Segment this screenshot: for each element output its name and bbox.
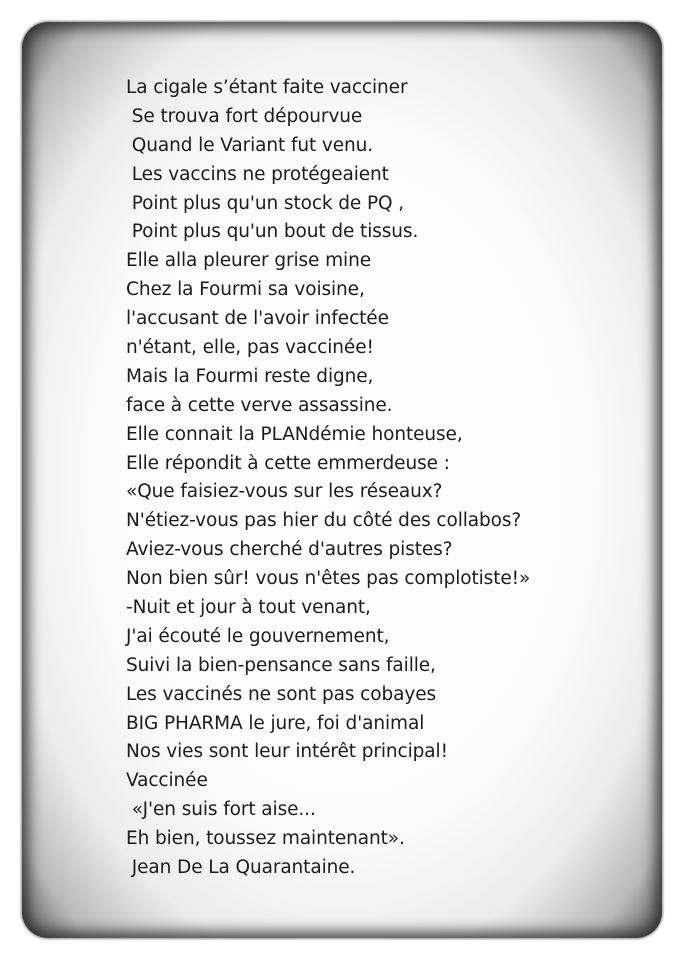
poem-line: Elle alla pleurer grise mine <box>126 250 371 272</box>
poem-line: Point plus qu'un stock de PQ , <box>126 192 405 214</box>
poem-text <box>126 74 646 883</box>
poem-line: Elle connait la PLANdémie honteuse, <box>126 423 463 445</box>
poem-line: Eh bien, toussez maintenant». <box>126 828 405 850</box>
poem-line: Non bien sûr! vous n'êtes pas complotiste!» <box>126 568 531 590</box>
poem-line: Point plus qu'un bout de tissus. <box>126 221 419 243</box>
poem-line: J'ai écouté le gouvernement, <box>126 625 390 647</box>
poem-signature: Jean De La Quarantaine. <box>126 857 356 879</box>
vignette-frame <box>22 22 662 938</box>
poem-line: Mais la Fourmi reste digne, <box>126 365 374 387</box>
poem-line: Quand le Variant fut venu. <box>126 134 374 156</box>
poem-line: n'étant, elle, pas vaccinée! <box>126 337 374 359</box>
poem-line: BIG PHARMA le jure, foi d'animal <box>126 712 425 734</box>
poem-line: Chez la Fourmi sa voisine, <box>126 279 365 301</box>
poem-line: -Nuit et jour à tout venant, <box>126 597 371 619</box>
poem-line: face à cette verve assassine. <box>126 394 393 416</box>
poem-line: Elle répondit à cette emmerdeuse : <box>126 452 450 474</box>
poem-line: Nos vies sont leur intérêt principal! <box>126 741 448 763</box>
poem-line: Vaccinée <box>126 770 208 792</box>
poem-line: Aviez-vous cherché d'autres pistes? <box>126 539 453 561</box>
poem-line: Les vaccinés ne sont pas cobayes <box>126 683 437 705</box>
poem-line: Les vaccins ne protégeaient <box>126 163 389 185</box>
poem-line: «J'en suis fort aise... <box>126 799 316 821</box>
poem-line: l'accusant de l'avoir infectée <box>126 308 389 330</box>
poem-line: La cigale s’étant faite vacciner <box>126 77 408 98</box>
poem-line: «Que faisiez-vous sur les réseaux? <box>126 481 443 503</box>
poem-line: Se trouva fort dépourvue <box>126 105 363 127</box>
poem-line: Suivi la bien-pensance sans faille, <box>126 654 436 676</box>
poem-line: N'étiez-vous pas hier du côté des collabos? <box>126 510 522 532</box>
